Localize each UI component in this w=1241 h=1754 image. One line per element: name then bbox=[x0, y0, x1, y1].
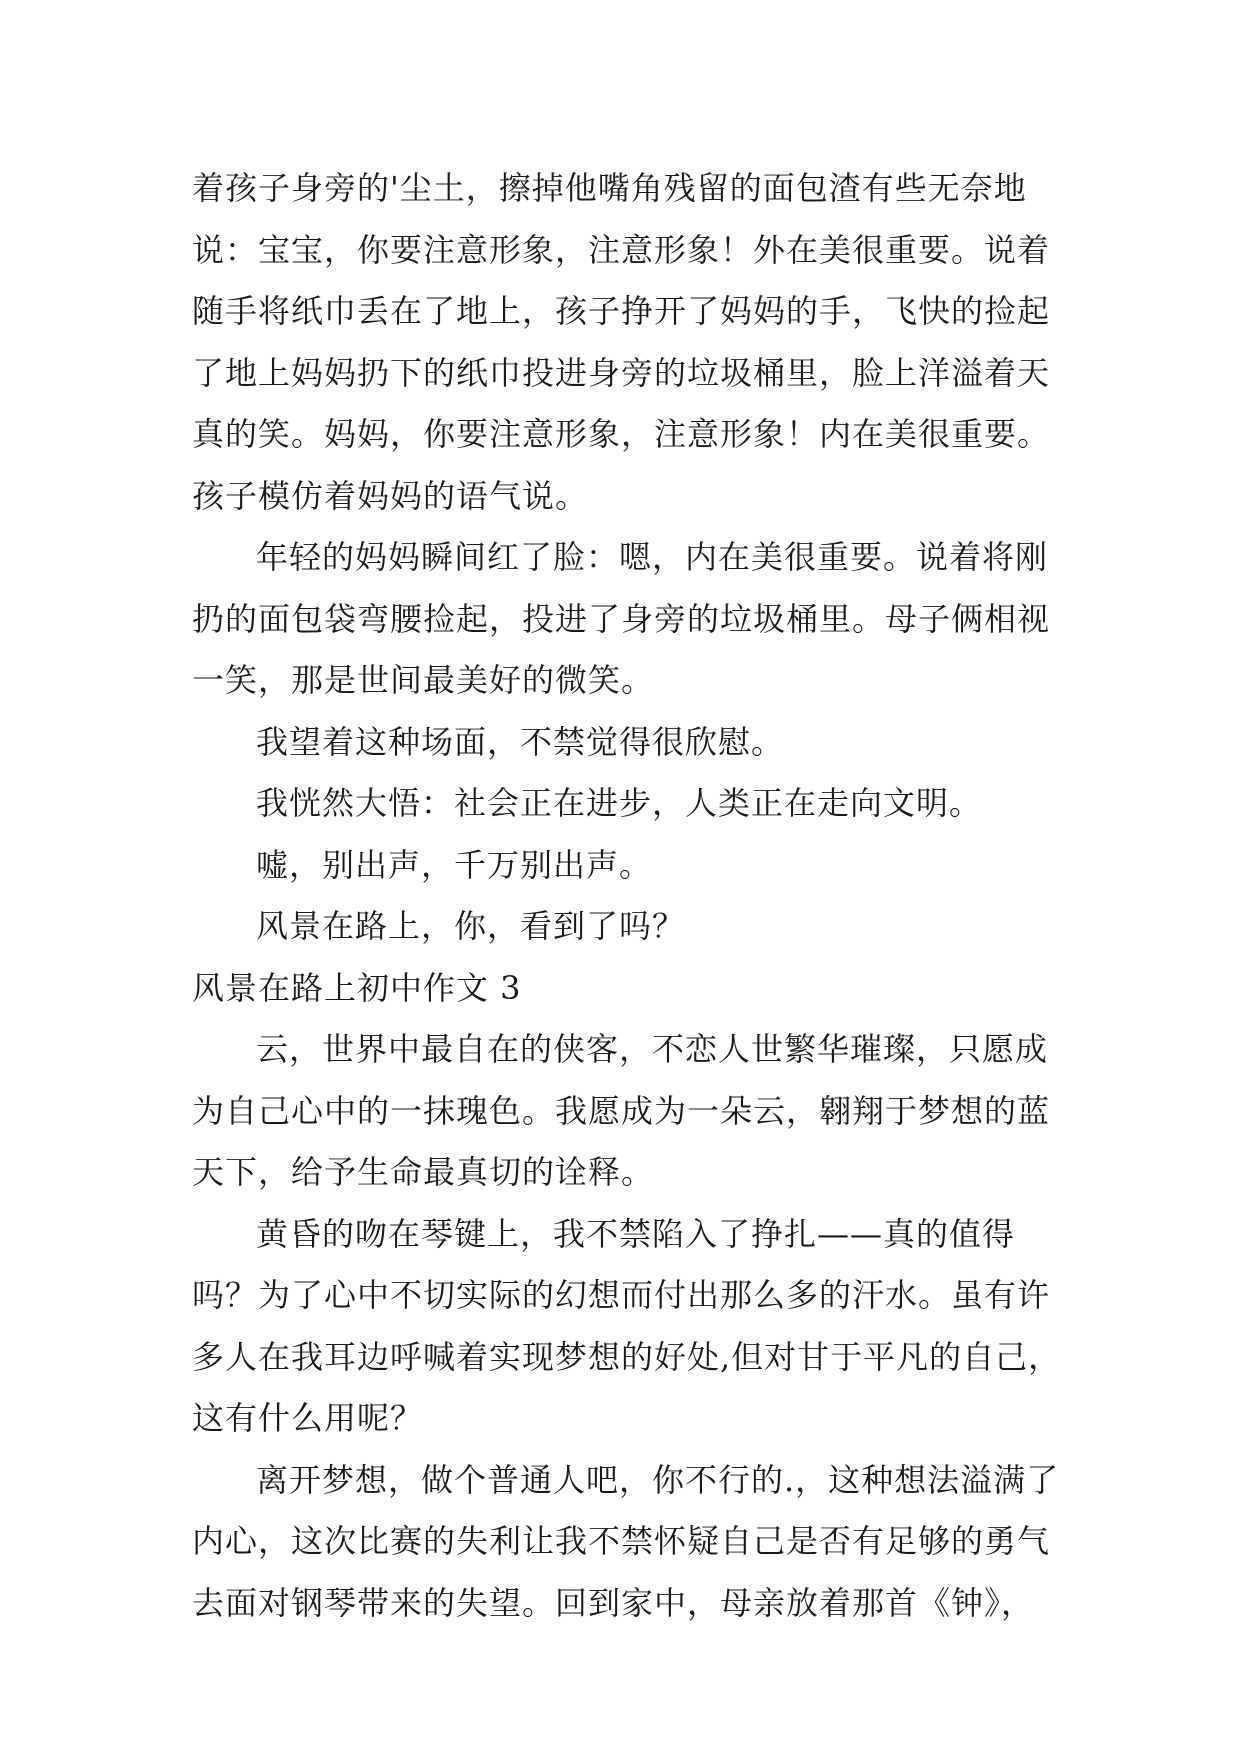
document-body bbox=[192, 158, 1072, 1634]
paragraph-3: 我望着这种场面，不禁觉得很欣慰。 bbox=[256, 722, 785, 761]
section-paragraph-3: 离开梦想，做个普通人吧，你不行的.，这种想法溢满了内心，这次比赛的失利让我不禁怀疑自己是否有足够的勇气去面对钢琴带来的失望。回到家中，母亲放着那首《钟》， bbox=[192, 1460, 1060, 1622]
paragraph-1: 着孩子身旁的'尘土，擦掉他嘴角残留的面包渣有些无奈地说：宝宝，你要注意形象，注意形象！外在美很重要。说着随手将纸巾丢在了地上，孩子挣开了妈妈的手，飞快的捡起了地上妈妈扔下的纸巾投进身旁的垃圾桶里，脸上洋溢着天真的笑。妈妈，你要注意形象，注意形象！内在美很重要。孩子模仿着妈妈的语气说。 bbox=[192, 169, 1051, 515]
section-title: 风景在路上初中作文 3 bbox=[192, 968, 522, 1007]
paragraph-5: 嘘，别出声，千万别出声。 bbox=[256, 845, 653, 884]
section-paragraph-1: 云，世界中最自在的侠客，不恋人世繁华璀璨，只愿成为自己心中的一抹瑰色。我愿成为一朵云，翱翔于梦想的蓝天下，给予生命最真切的诠释。 bbox=[192, 1030, 1051, 1191]
section-paragraph-2: 黄昏的吻在琴键上，我不禁陷入了挣扎——真的值得吗？为了心中不切实际的幻想而付出那么多的汗水。虽有许多人在我耳边呼喊着实现梦想的好处,但对甘于平凡的自己，这有什么用呢？ bbox=[192, 1214, 1062, 1437]
paragraph-2: 年轻的妈妈瞬间红了脸：嗯，内在美很重要。说着将刚扔的面包袋弯腰捡起，投进了身旁的垃圾桶里。母子俩相视一笑，那是世间最美好的微笑。 bbox=[192, 538, 1051, 699]
paragraph-6: 风景在路上，你，看到了吗？ bbox=[256, 907, 686, 945]
paragraph-4: 我恍然大悟：社会正在进步，人类正在走向文明。 bbox=[256, 784, 983, 822]
